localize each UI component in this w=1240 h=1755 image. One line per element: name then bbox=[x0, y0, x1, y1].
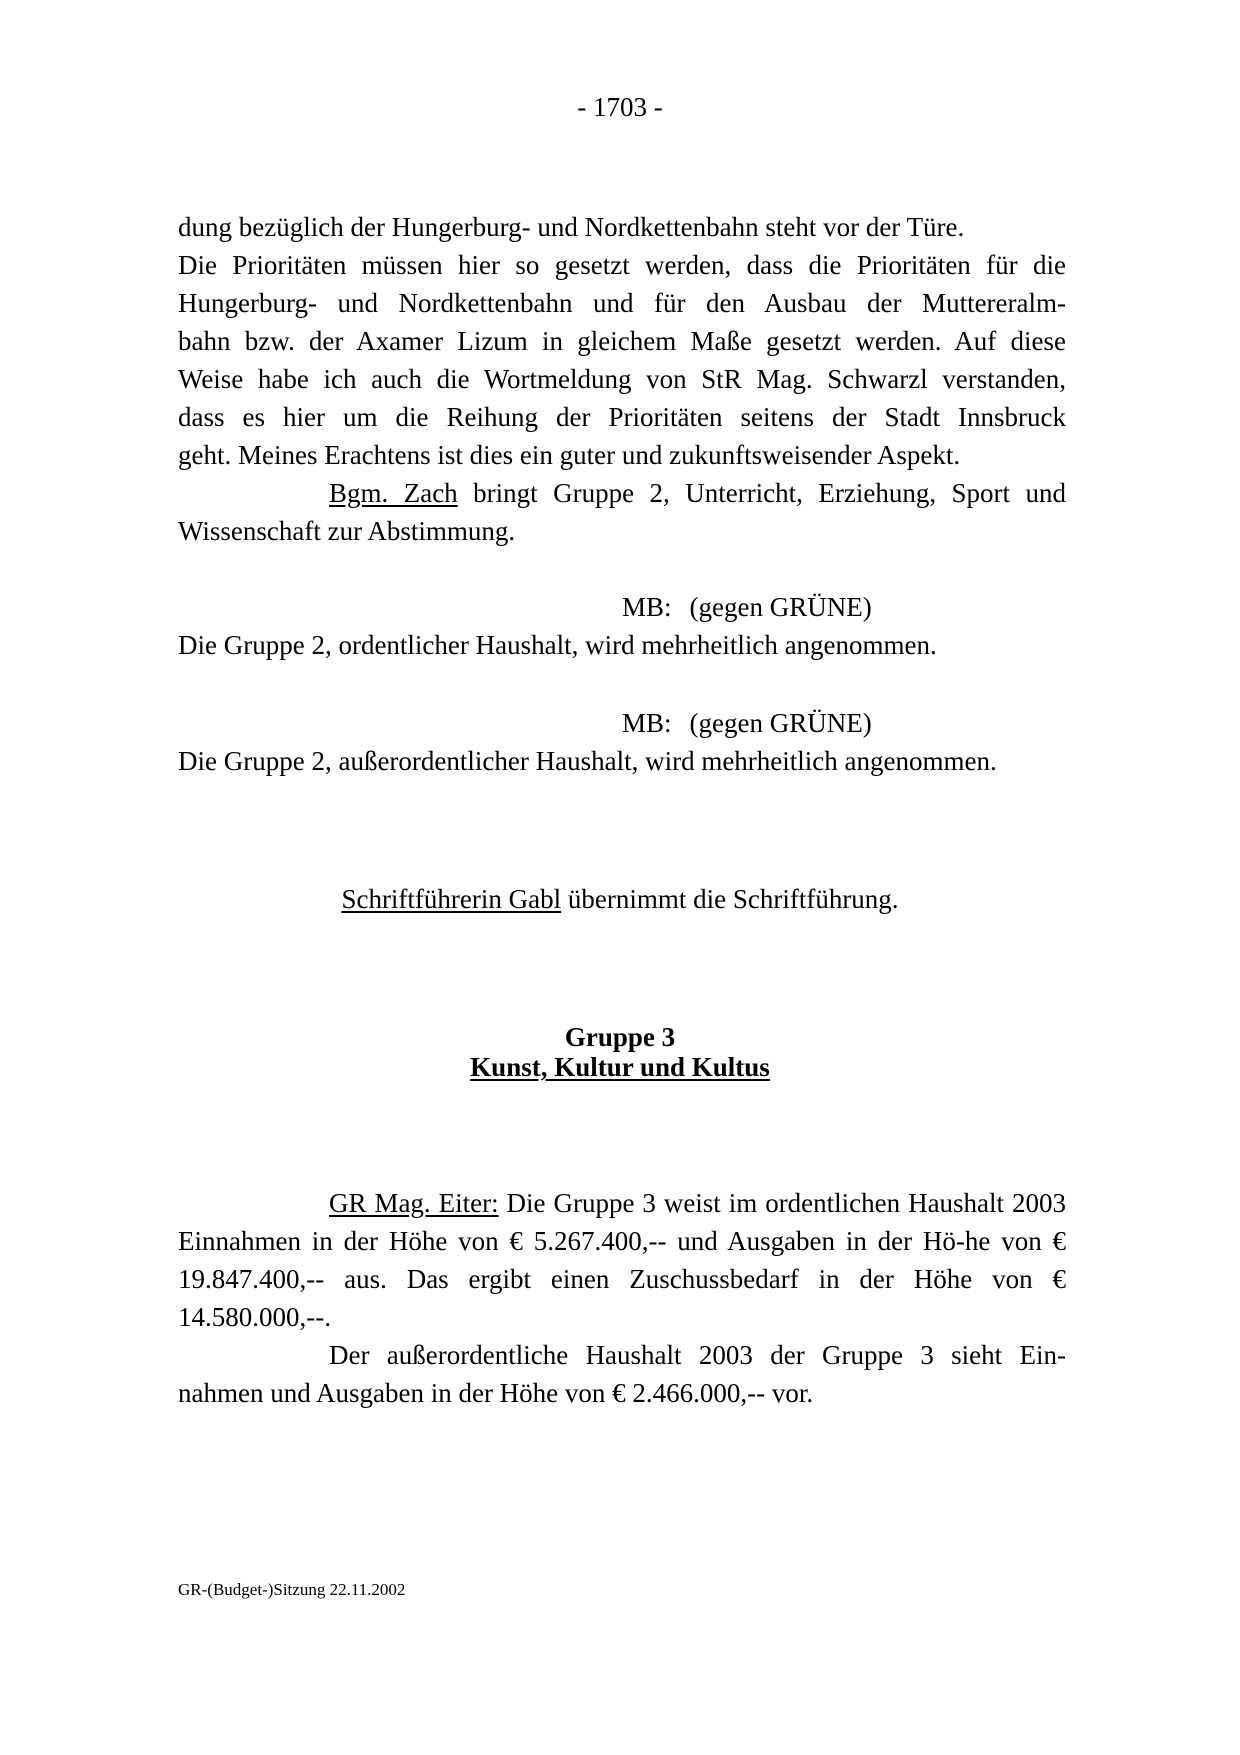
vote-call-text bbox=[178, 474, 1066, 550]
vote-marker bbox=[622, 588, 872, 626]
report-text bbox=[178, 1184, 1066, 1336]
text-line: geht. Meines Erachtens ist dies ein guter und zukunftsweisender Aspekt. bbox=[178, 440, 961, 470]
vote-label: MB: bbox=[622, 592, 672, 622]
section-heading bbox=[0, 1022, 1240, 1082]
speaker-name: Bgm. Zach bbox=[329, 478, 458, 508]
vote-call-statement: bringt Gruppe 2, Unterricht, Erziehung, Sport und Wissenschaft zur Abstimmung. bbox=[178, 478, 1066, 546]
vote-note: (gegen GRÜNE) bbox=[689, 592, 872, 622]
text-line: Weise habe ich auch die Wortmeldung von StR Mag. Schwarzl verstanden, bbox=[178, 364, 1066, 394]
secretary-name: Schriftführerin Gabl bbox=[341, 884, 562, 914]
vote-call-paragraph bbox=[178, 474, 1066, 550]
secretary-note bbox=[0, 880, 1240, 918]
vote-result: Die Gruppe 2, ordentlicher Haushalt, wird mehrheitlich angenommen. bbox=[178, 630, 937, 660]
report-paragraph bbox=[178, 1184, 1066, 1412]
report-speaker: GR Mag. Eiter: bbox=[329, 1188, 499, 1218]
vote-note: (gegen GRÜNE) bbox=[689, 708, 872, 738]
secretary-text: übernimmt die Schriftführung. bbox=[561, 884, 899, 914]
text-line: Hungerburg- und Nordkettenbahn und für den Ausbau der Muttereralm- bbox=[178, 288, 1066, 318]
section-subtitle: Kunst, Kultur und Kultus bbox=[470, 1052, 770, 1082]
text-line: dung bezüglich der Hungerburg- und Nordkettenbahn steht vor der Türe. bbox=[178, 212, 965, 242]
vote-marker bbox=[622, 704, 872, 742]
vote-result: Die Gruppe 2, außerordentlicher Haushalt, wird mehrheitlich angenommen. bbox=[178, 746, 997, 776]
report-statement: Die Gruppe 3 weist im ordentlichen Haushalt 2003 Einnahmen in der Höhe von € 5.267.400,-- und Ausgaben in der Hö-he von € 19.847.400,-- aus. Das ergibt einen Zuschussbedarf in der Höhe von € 14.580.000,--. bbox=[178, 1188, 1066, 1332]
vote-label: MB: bbox=[622, 708, 672, 738]
page-number: - 1703 - bbox=[577, 92, 663, 122]
section-title: Gruppe 3 bbox=[564, 1022, 676, 1052]
text-line: bahn bzw. der Axamer Lizum in gleichem Maße gesetzt werden. Auf diese bbox=[178, 326, 1066, 356]
footer: GR-(Budget-)Sitzung 22.11.2002 bbox=[178, 1580, 406, 1599]
continuation-paragraph bbox=[178, 208, 1066, 474]
text-line: dass es hier um die Reihung der Prioritäten seitens der Stadt Innsbruck bbox=[178, 402, 1066, 432]
text-line: Die Prioritäten müssen hier so gesetzt werden, dass die Prioritäten für die bbox=[178, 250, 1066, 280]
report-text-2: Der außerordentliche Haushalt 2003 der Gruppe 3 sieht Ein-nahmen und Ausgaben in der Höhe von € 2.466.000,-- vor. bbox=[178, 1340, 1066, 1408]
